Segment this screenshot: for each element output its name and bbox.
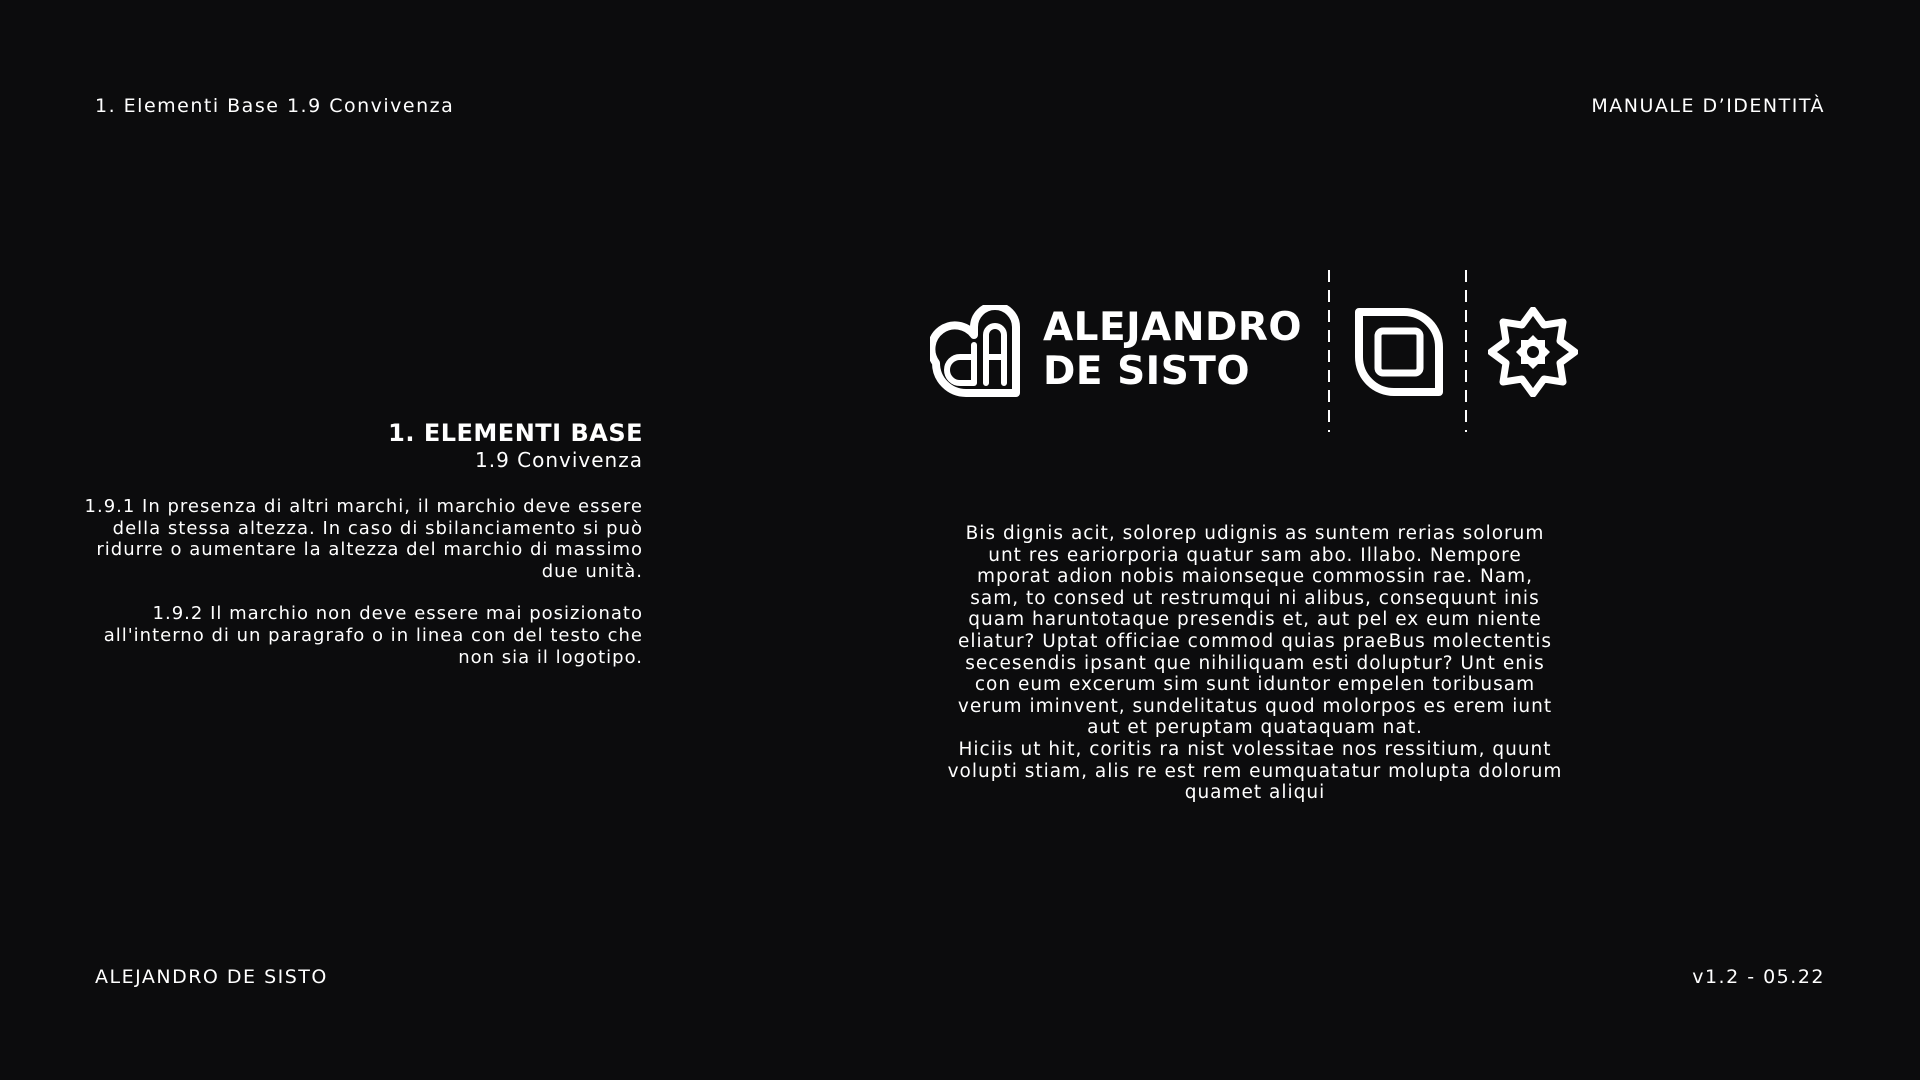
- eight-point-star-icon: [1488, 307, 1578, 397]
- footer-brand: ALEJANDRO DE SISTO: [95, 966, 328, 988]
- rounded-square-icon: [1354, 307, 1444, 397]
- body-line: eliatur? Uptat officiae commod quias praeBus molectentis: [957, 630, 1553, 652]
- breadcrumb: 1. Elementi Base 1.9 Convivenza: [95, 95, 455, 117]
- body-line: aut et peruptam quataquam nat.: [1087, 717, 1423, 739]
- body-line: unt res eariorporia quatur sam abo. Illabo. Nempore: [988, 544, 1522, 566]
- manual-title: MANUALE D’IDENTITÀ: [1591, 95, 1825, 117]
- rule-paragraph-1: 1.9.1 In presenza di altri marchi, il marchio deve essere della stessa altezza. In caso di sbilanciamento si può ridurre o aumentare la altezza del marchio di massimo due unità.: [84, 496, 643, 582]
- body-line: con eum excerum sim sunt iduntor empelen toribusam: [974, 674, 1536, 696]
- body-line: volupti stiam, alis re est rem eumquatatur molupta dolorum: [947, 760, 1563, 782]
- body-line: Bis dignis acit, solorep udignis as suntem rerias solorum: [965, 523, 1545, 544]
- body-line: quamet aliqui: [1184, 782, 1326, 804]
- body-line: quam haruntotaque presendis et, aut pel ex eum niente: [968, 609, 1542, 631]
- logo-coexistence-group: [930, 270, 1590, 440]
- heart-monogram-icon: [930, 305, 1022, 397]
- body-line: verum iminvent, sundelitatus quod molorpos es erem iunt: [957, 695, 1553, 717]
- dashed-divider: [1328, 270, 1330, 432]
- section-description: [83, 418, 643, 689]
- brand-name-line-2: DE SISTO: [1043, 349, 1251, 394]
- body-line: sam, to consed ut restrumqui ni alibus, consequunt inis: [970, 587, 1540, 609]
- body-line: Hiciis ut hit, coritis ra nist volessitae nos ressitium, quunt: [958, 738, 1552, 760]
- body-line: secesendis ipsant que nihiliquam esti doluptur? Unt enis: [965, 652, 1545, 674]
- rule-paragraph-2: 1.9.2 Il marchio non deve essere mai posizionato all'interno di un paragrafo o in linea con del testo che non sia il logotipo.: [103, 603, 643, 668]
- body-line: mporat adion nobis maionseque commossin rae. Nam,: [976, 566, 1534, 588]
- sample-paragraph: [930, 523, 1580, 804]
- brand-logotype: [1043, 306, 1302, 394]
- section-title: 1. ELEMENTI BASE: [388, 419, 643, 447]
- footer-version: v1.2 - 05.22: [1692, 966, 1825, 988]
- brand-name-line-1: ALEJANDRO: [1043, 305, 1303, 350]
- dashed-divider: [1465, 270, 1467, 432]
- section-subtitle: 1.9 Convivenza: [474, 448, 643, 472]
